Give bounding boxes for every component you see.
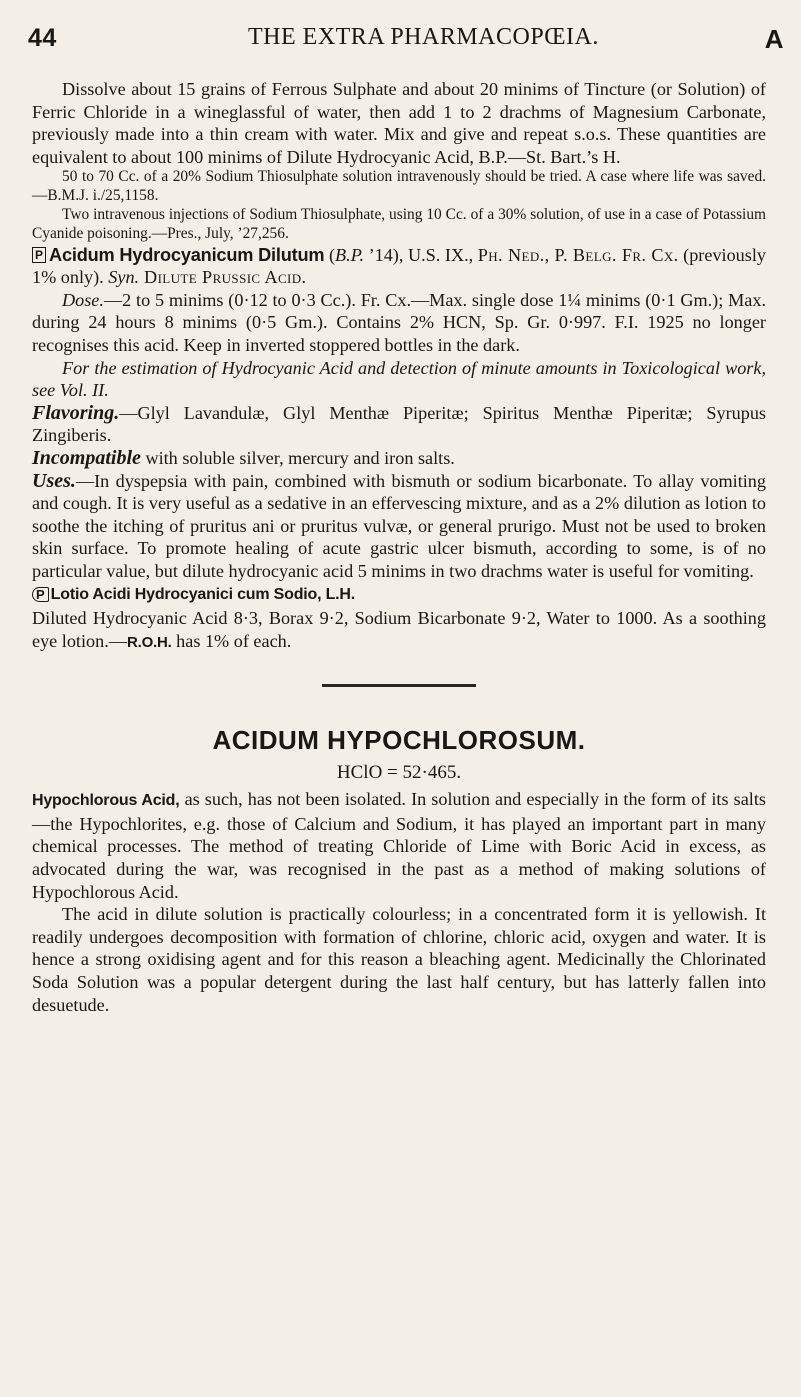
hypochlorosum-formula: HClO = 52·465. <box>336 762 462 784</box>
uses-paragraph <box>32 470 766 583</box>
lotio-title-line <box>32 582 766 607</box>
page-body <box>32 78 766 1016</box>
flavoring-paragraph <box>32 402 766 447</box>
dose-text: —2 to 5 minims (0·12 to 0·3 Cc.). Fr. Cx.—Max. single dose 1¼ minims (0·1 Gm.); Max. during 24 hours 8 minims (0·5 Gm.). Contains 2% HCN, Sp. Gr. 0·997. F.I. 1925 no longer recognises this acid. Keep in inverted stoppered bottles in the dark. <box>32 289 766 355</box>
lotio-text-a: Diluted Hydrocyanic Acid 8·3, Borax 9·2, Sodium Bicarbonate 9·2, Water to 1000. As a soothing eye lotion.— <box>32 608 766 651</box>
hypochlorosum-text-1: as such, has not been isolated. In solution and especially in the form of its salts—the Hypochlorites, e.g. those of Calcium and Sodium, it has played an important part in many chemical processes. The method of treating Chloride of Lime with Boric Acid in excess, as advocated during the war, was recognised in the past as a method of making solutions of Hypochlorous Acid. <box>32 789 766 902</box>
synonym: Dilute Prussic Acid. <box>139 267 307 288</box>
running-title: THE EXTRA PHARMACOPŒIA. <box>248 24 599 50</box>
flavoring-text: —Glyl Lavandulæ, Glyl Menthæ Piperitæ; Spiritus Menthæ Piperitæ; Syrupus Zingiberis. <box>32 402 766 446</box>
poison-mark-icon: P <box>32 247 46 263</box>
dose-label: Dose. <box>62 289 104 310</box>
syn-label: Syn. <box>108 267 140 288</box>
section-letter: A <box>764 24 784 54</box>
acidum-dilutum-name: Acidum Hydrocyanicum Dilutum <box>49 244 325 265</box>
ref-rest: ’14), U.S. IX., <box>364 244 478 265</box>
note-thiosulphate-2: Two intravenous injections of Sodium Thiosulphate, using 10 Cc. of a 30% solution, of use in a case of Potassium Cyanide poisoning.—Pres., July, ’27,256. <box>32 205 766 242</box>
bp-ref: B.P. <box>335 244 364 265</box>
roh-ref: R.O.H. <box>126 633 172 651</box>
intro-paragraph: Dissolve about 15 grains of Ferrous Sulphate and about 20 minims of Tincture (or Solution) of Ferric Chloride in a wineglassful of water, then add 1 to 2 drachms of Magnesium Carbonate, previously made into a thin cream with water. Mix and give and repeat s.o.s. These quantities are equivalent to about 100 minims of Dilute Hydrocyanic Acid, B.P.—St. Bart.’s H. <box>32 79 766 167</box>
ref-open: ( <box>324 244 336 265</box>
dose-paragraph <box>32 289 766 357</box>
flavoring-label: Flavoring. <box>32 401 120 424</box>
hypochlorous-lead: Hypochlorous Acid, <box>32 792 180 810</box>
incompatible-text: with soluble silver, mercury and iron salts. <box>140 447 455 468</box>
hypochlorosum-para-1 <box>32 788 766 903</box>
uses-text: —In dyspepsia with pain, combined with bismuth or sodium bicarbonate. To allay vomiting and cough. It is very useful as a sedative in an effervescing mixture, and as a 2% dilution as lotion to soothe the itching of pruritus ani or pruritus vulvæ, or general prurigo. Must not be used to broken skin surface. To promote healing of acute gastric ulcer bismuth, according to some, is of no particular value, but dilute hydrocyanic acid 5 minims in two drachms water is useful for vomiting. <box>32 470 766 581</box>
uses-label: Uses. <box>32 469 76 492</box>
previous-strength: (previously 1% only). <box>32 244 766 288</box>
page <box>28 18 788 58</box>
estimation-text: For the estimation of Hydrocyanic Acid and detection of minute amounts in Toxicological work, see Vol. II. <box>32 357 766 401</box>
incompatible-label: Incompatible <box>32 446 141 469</box>
acidum-dilutum-entry <box>32 244 766 289</box>
estimation-note <box>32 357 766 402</box>
lotio-text <box>32 607 766 654</box>
lotio-text-b: has 1% of each. <box>171 630 292 651</box>
lotio-mark-icon: P <box>32 587 49 602</box>
incompatible-paragraph <box>32 447 766 470</box>
lotio-title: Lotio Acidi Hydrocyanici cum Sodio, L.H. <box>50 586 356 604</box>
section-divider <box>322 684 476 687</box>
running-header <box>28 18 788 58</box>
pharmacopoeia-refs: Ph. Ned., P. Belg. Fr. Cx. <box>477 244 679 265</box>
page-number: 44 <box>28 24 57 52</box>
note-thiosulphate-1: 50 to 70 Cc. of a 20% Sodium Thiosulphate solution intravenously should be tried. A case where life was saved.—B.M.J. i./25,1158. <box>32 168 766 205</box>
hypochlorosum-title: ACIDUM HYPOCHLOROSUM. <box>212 725 586 756</box>
hypochlorosum-para-2: The acid in dilute solution is practically colourless; in a concentrated form it is yellowish. It readily undergoes decomposition with formation of chlorine, chloric acid, oxygen and water. It is hence a strong oxidising agent and for this reason a bleaching agent. Medicinally the Chlorinated Soda Solution was a popular detergent during the last half century, but has latterly fallen into desuetude. <box>32 904 766 1015</box>
